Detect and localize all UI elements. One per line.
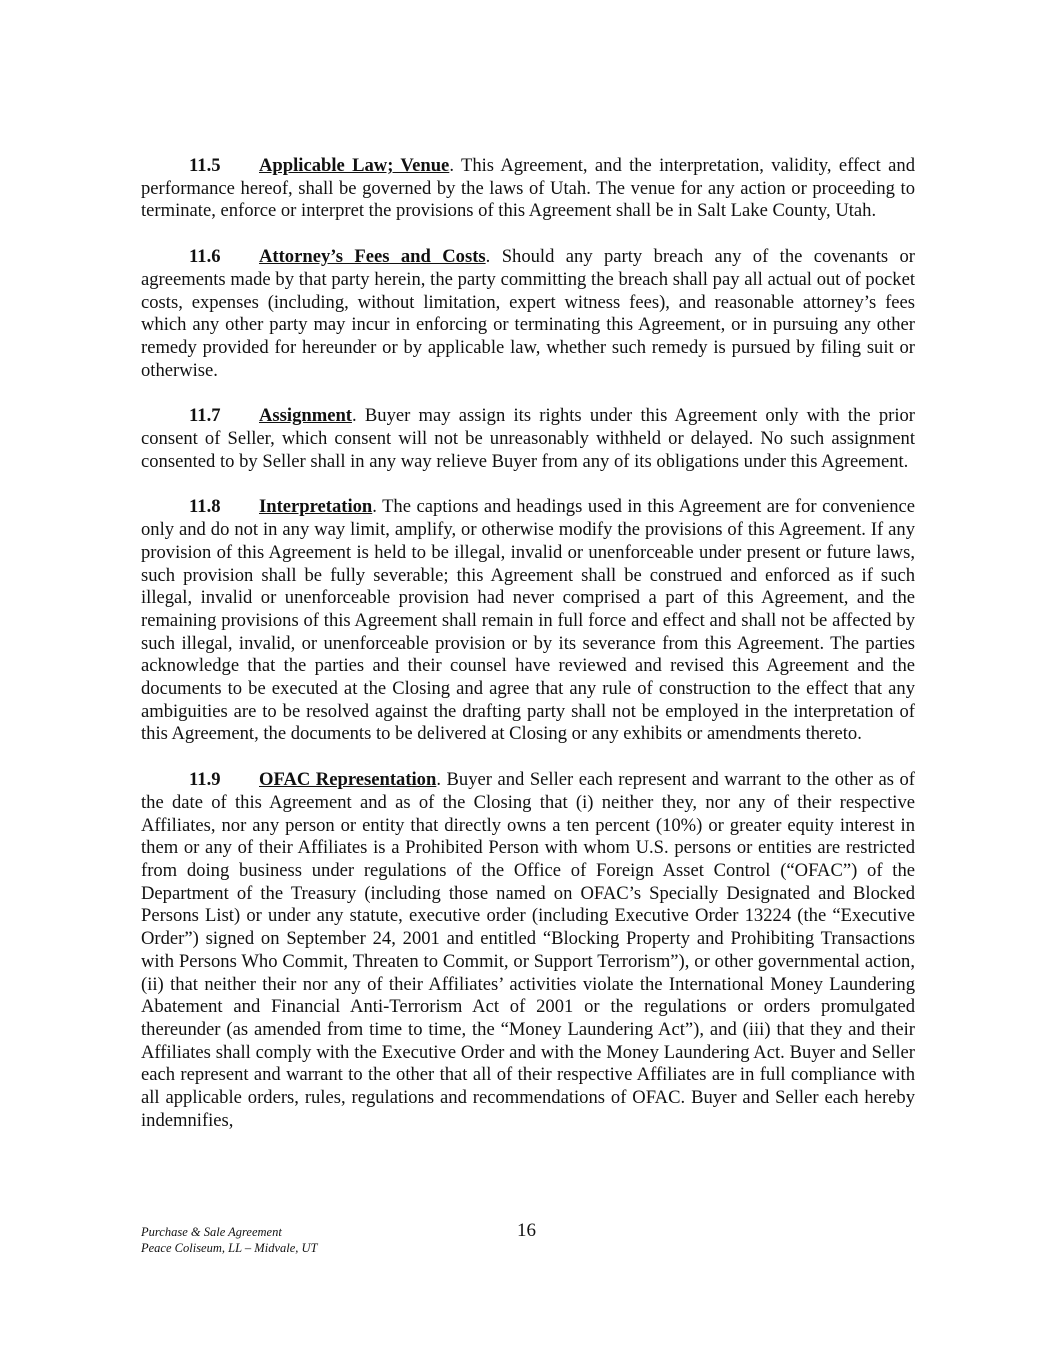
section-heading: Applicable Law; Venue bbox=[259, 155, 450, 176]
section-text: Buyer may assign its rights under this Agreement only with the prior consent of Seller, which consent will not be unreasonably withheld or delayed. No such assignment consented to by Seller shall in any way relieve Buyer from any of its obligations under this Agreement. bbox=[141, 405, 916, 472]
page-number: 16 bbox=[517, 1220, 536, 1241]
footer-document-info bbox=[141, 1224, 318, 1256]
section-text: Buyer and Seller each represent and warrant to the other as of the date of this Agreement and as of the Closing that (i) neither they, nor any of their respective Affiliates, nor any person or entity that directly owns a ten percent (10%) or greater equity interest in them or any of their Affiliates is a Prohibited Person with whom U.S. persons or entities are restricted from doing business under regulations of the Office of Foreign Asset Control (“OFAC”) of the Department of the Treasury (including those named on OFAC’s Specially Designated and Blocked Persons List) or under any statute, executive order (including Executive Order 13224 (the “Executive Order”) signed on September 24, 2001 and entitled “Blocking Property and Prohibiting Transactions with Persons Who Commit, Threaten to Commit, or Support Terrorism”), or other governmental action, (ii) that neither their nor any of their Affiliates’ activities violate the International Money Laundering Abatement and Financial Anti-Terrorism Act of 2001 or the regulations or orders promulgated thereunder (as amended from time to time, the “Money Laundering Act”), and (iii) that they and their Affiliates shall comply with the Executive Order and with the Money Laundering Act. Buyer and Seller each represent and warrant to the other that all of their respective Affiliates are in full compliance with all applicable orders, rules, regulations and recommendations of OFAC. Buyer and Seller each hereby indemnifies, bbox=[141, 769, 916, 1131]
section-heading: Assignment bbox=[259, 405, 352, 427]
section-text: The captions and headings used in this Agreement are for convenience only and do not in any way limit, amplify, or otherwise modify the provisions of this Agreement. If any provision of this Agreement is held to be illegal, invalid or unenforceable under present or future laws, such provision shall be fully severable; this Agreement shall be construed and enforced as if such illegal, invalid or unenforceable provision had never comprised a part of this Agreement, and the remaining provisions of this Agreement shall remain in full force and effect and shall not be affected by such illegal, invalid, or unenforceable provision or by its severance from this Agreement. The parties acknowledge that the parties and their counsel have reviewed and revised this Agreement and the documents to be executed at the Closing and agree that any rule of construction to the effect that any ambiguities are to be resolved against the drafting party shall not be employed in the interpretation of this Agreement, the documents to be delivered at Closing or any exhibits or amendments thereto. bbox=[141, 496, 915, 745]
section-heading: Attorney’s Fees and Costs bbox=[259, 246, 486, 268]
section-11-7: 11.7 Assignment. Buyer may assign its rights under this Agreement only with the prior consent of Seller, which consent will not be unreasonably withheld or delayed. No such assignment consented to by Seller shall in any way relieve Buyer from any of its obligations under this Agreement. bbox=[141, 405, 916, 472]
section-heading: OFAC Representation bbox=[259, 769, 437, 791]
document-body bbox=[141, 155, 915, 1155]
section-number: 11.5 bbox=[189, 155, 221, 176]
section-11-6: 11.6 Attorney’s Fees and Costs. Should any party breach any of the covenants or agreements made by that party herein, the party committing the breach shall pay all actual out of pocket costs, expenses (including, without limitation, expert witness fees), and reasonable attorney’s fees which any other party may incur in enforcing or terminating this Agreement, or in pursuing any other remedy provided for hereunder or by applicable law, whether such remedy is pursued by filing suit or otherwise. bbox=[141, 246, 915, 381]
section-text: Should any party breach any of the covenants or agreements made by that party herein, the party committing the breach shall pay all actual out of pocket costs, expenses (including, without limitation, expert witness fees), and reasonable attorney’s fees which any other party may incur in enforcing or terminating this Agreement, or in pursuing any other remedy provided for hereunder or by applicable law, whether such remedy is pursued by filing suit or otherwise. bbox=[141, 246, 915, 381]
section-number: 11.6 bbox=[189, 246, 221, 268]
footer-subtitle: Peace Coliseum, LL – Midvale, UT bbox=[141, 1241, 318, 1255]
section-number: 11.7 bbox=[189, 405, 221, 427]
section-heading: Interpretation bbox=[259, 496, 373, 518]
section-number: 11.9 bbox=[189, 769, 221, 791]
section-11-5: 11.5 Applicable Law; Venue. This Agreement, and the interpretation, validity, effect and performance hereof, shall be governed by the laws of Utah. The venue for any action or proceeding to terminate, enforce or interpret the provisions of this Agreement shall be in Salt Lake County, Utah. bbox=[141, 155, 915, 222]
section-11-8: 11.8 Interpretation. The captions and headings used in this Agreement are for convenience only and do not in any way limit, amplify, or otherwise modify the provisions of this Agreement. If any provision of this Agreement is held to be illegal, invalid or unenforceable under present or future laws, such provision shall be fully severable; this Agreement shall be construed and enforced as if such illegal, invalid or unenforceable provision had never comprised a part of this Agreement, and the remaining provisions of this Agreement shall remain in full force and effect and shall not be affected by such illegal, invalid, or unenforceable provision or by its severance from this Agreement. The parties acknowledge that the parties and their counsel have reviewed and revised this Agreement and the documents to be executed at the Closing and agree that any rule of construction to the effect that any ambiguities are to be resolved against the drafting party shall not be employed in the interpretation of this Agreement, the documents to be delivered at Closing or any exhibits or amendments thereto. bbox=[141, 496, 915, 745]
section-11-9: 11.9 OFAC Representation. Buyer and Seller each represent and warrant to the other as of the date of this Agreement and as of the Closing that (i) neither they, nor any of their respective Affiliates, nor any person or entity that directly owns a ten percent (10%) or greater equity interest in them or any of their Affiliates is a Prohibited Person with whom U.S. persons or entities are restricted from doing business under regulations of the Office of Foreign Asset Control (“OFAC”) of the Department of the Treasury (including those named on OFAC’s Specially Designated and Blocked Persons List) or under any statute, executive order (including Executive Order 13224 (the “Executive Order”) signed on September 24, 2001 and entitled “Blocking Property and Prohibiting Transactions with Persons Who Commit, Threaten to Commit, or Support Terrorism”), or other governmental action, (ii) that neither their nor any of their Affiliates’ activities violate the International Money Laundering Abatement and Financial Anti-Terrorism Act of 2001 or the regulations or orders promulgated thereunder (as amended from time to time, the “Money Laundering Act”), and (iii) that they and their Affiliates shall comply with the Executive Order and with the Money Laundering Act. Buyer and Seller each represent and warrant to the other that all of their respective Affiliates are in full compliance with all applicable orders, rules, regulations and recommendations of OFAC. Buyer and Seller each hereby indemnifies, bbox=[141, 769, 916, 1131]
section-text: This Agreement, and the interpretation, validity, effect and performance hereof, shall be governed by the laws of Utah. The venue for any action or proceeding to terminate, enforce or interpret the provisions of this Agreement shall be in Salt Lake County, Utah. bbox=[141, 155, 915, 222]
page-footer bbox=[141, 1220, 915, 1260]
footer-title: Purchase & Sale Agreement bbox=[141, 1225, 282, 1239]
section-number: 11.8 bbox=[189, 496, 221, 518]
